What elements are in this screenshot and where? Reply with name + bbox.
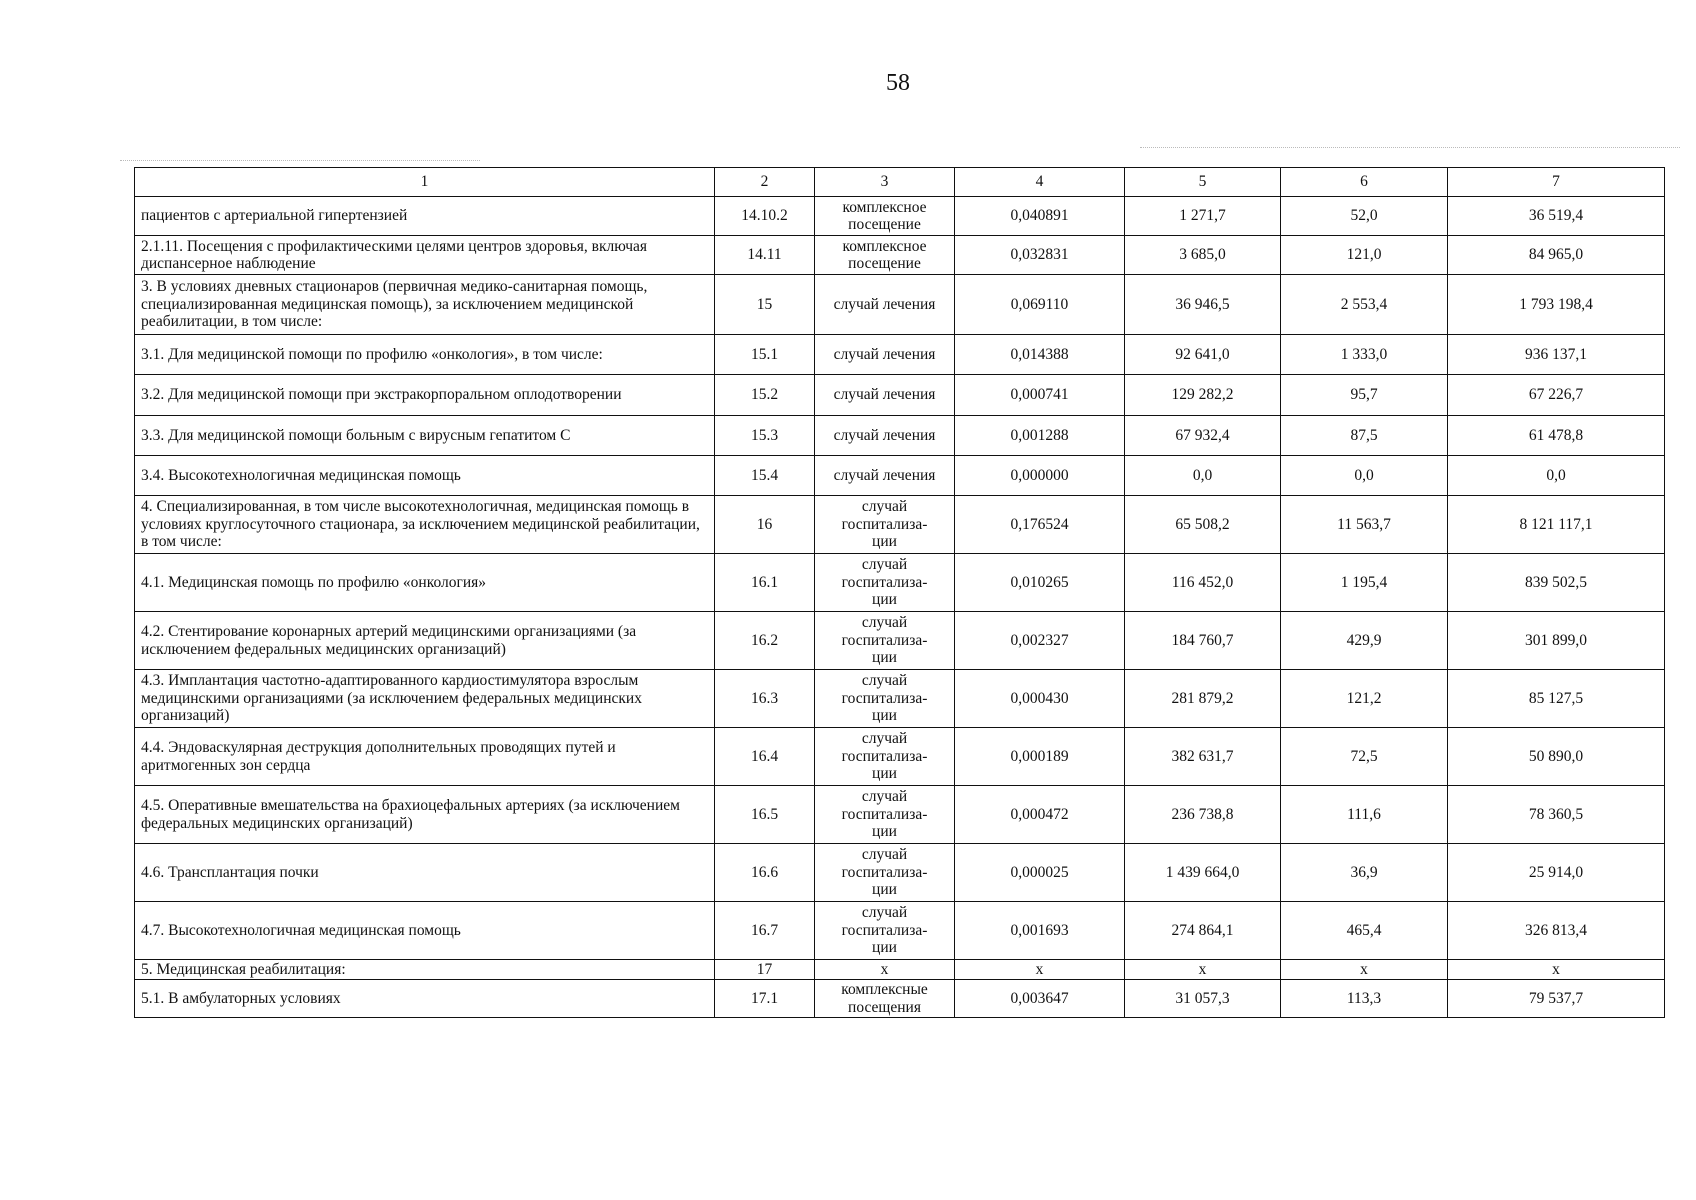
table-row [135,844,1665,902]
row-total: 0,0 [1448,456,1665,496]
column-header: 4 [955,168,1125,197]
row-norm: 0,000741 [955,375,1125,416]
row-norm: 0,001693 [955,902,1125,960]
row-cost: 67 932,4 [1125,416,1281,456]
row-cost: 184 760,7 [1125,612,1281,670]
row-unit-line: посещение [848,216,921,233]
row-unit-line: случай лечения [833,345,936,363]
row-unit [815,844,955,902]
row-unit-line: случай лечения [833,426,936,444]
row-total: 85 127,5 [1448,670,1665,728]
row-code: 16.4 [715,728,815,786]
table-row [135,456,1665,496]
row-unit-line: случай [861,498,908,516]
row-cost: 281 879,2 [1125,670,1281,728]
row-per-capita: х [1281,960,1448,980]
row-unit [815,902,955,960]
row-total: 936 137,1 [1448,335,1665,375]
column-header: 6 [1281,168,1448,197]
table-row [135,335,1665,375]
row-total: 84 965,0 [1448,236,1665,275]
row-unit-line: случай [861,846,908,864]
column-header: 2 [715,168,815,197]
row-unit-line: госпитализа- [841,573,928,591]
row-total: 1 793 198,4 [1448,275,1665,335]
row-cost: 3 685,0 [1125,236,1281,275]
table-row [135,960,1665,980]
row-unit-line: госпитализа- [841,631,928,649]
row-code: 14.10.2 [715,197,815,236]
column-header: 1 [135,168,715,197]
row-norm: 0,000000 [955,456,1125,496]
row-unit-line: случай [861,788,908,806]
row-unit [815,416,955,456]
row-per-capita: 1 195,4 [1281,554,1448,612]
row-unit [815,456,955,496]
table-row [135,612,1665,670]
row-total: 839 502,5 [1448,554,1665,612]
row-description: 4.2. Стентирование коронарных артерий медицинскими организациями (за исключением федеральных медицинских организаций) [135,612,715,670]
row-per-capita: 95,7 [1281,375,1448,416]
table-row [135,554,1665,612]
row-unit-line: случай лечения [833,295,936,313]
row-unit [815,554,955,612]
row-unit [815,496,955,554]
row-code: 17.1 [715,980,815,1018]
row-norm: 0,002327 [955,612,1125,670]
row-norm: 0,069110 [955,275,1125,335]
table-row [135,496,1665,554]
row-description: пациентов с артериальной гипертензией [135,197,715,236]
row-unit-line: случай лечения [833,466,936,484]
table-row [135,197,1665,236]
row-unit-line: ции [872,765,897,783]
row-unit [815,335,955,375]
row-unit-line: ции [872,939,897,957]
row-cost: 1 271,7 [1125,197,1281,236]
row-unit-line: госпитализа- [841,921,928,939]
row-description: 3.4. Высокотехнологичная медицинская помощь [135,456,715,496]
row-per-capita: 0,0 [1281,456,1448,496]
scan-noise [1140,147,1680,149]
row-norm: 0,000430 [955,670,1125,728]
row-unit-line: комплексные [841,981,928,999]
row-total: 326 813,4 [1448,902,1665,960]
column-header: 5 [1125,168,1281,197]
row-cost: 65 508,2 [1125,496,1281,554]
scan-noise [120,160,480,162]
row-per-capita: 11 563,7 [1281,496,1448,554]
row-unit-line: посещение [848,255,921,272]
row-unit-line: ции [872,649,897,667]
row-description: 3.3. Для медицинской помощи больным с вирусным гепатитом С [135,416,715,456]
row-unit [815,197,955,236]
row-cost: 274 864,1 [1125,902,1281,960]
row-total: 50 890,0 [1448,728,1665,786]
row-unit-line: ции [872,533,897,551]
row-unit-line: случай [861,904,908,922]
column-header: 3 [815,168,955,197]
row-unit [815,375,955,416]
row-cost: х [1125,960,1281,980]
row-total: 8 121 117,1 [1448,496,1665,554]
row-cost: 1 439 664,0 [1125,844,1281,902]
row-code: 16.6 [715,844,815,902]
row-unit-line: случай лечения [833,386,936,404]
row-unit [815,960,955,980]
row-unit-line: комплексное [842,198,927,216]
row-norm: 0,176524 [955,496,1125,554]
row-cost: 382 631,7 [1125,728,1281,786]
row-description: 3. В условиях дневных стационаров (первичная медико-санитарная помощь, специализированная медицинская помощь), за исключением медицинской реабилитации, в том числе: [135,275,715,335]
row-unit-line: госпитализа- [841,515,928,533]
row-per-capita: 111,6 [1281,786,1448,844]
row-per-capita: 72,5 [1281,728,1448,786]
row-per-capita: 1 333,0 [1281,335,1448,375]
row-unit-line: ции [872,881,897,899]
row-total: 79 537,7 [1448,980,1665,1018]
row-description: 4.5. Оперативные вмешательства на брахиоцефальных артериях (за исключением федеральных медицинских организаций) [135,786,715,844]
row-description: 4.3. Имплантация частотно-адаптированного кардиостимулятора взрослым медицинскими организациями (за исключением федеральных медицинских организаций) [135,670,715,728]
row-norm: 0,003647 [955,980,1125,1018]
header-row [135,168,1665,197]
row-per-capita: 121,2 [1281,670,1448,728]
data-table [134,167,1665,1018]
row-unit-line: посещения [848,998,921,1016]
row-description: 5. Медицинская реабилитация: [135,960,715,980]
row-unit [815,236,955,275]
row-per-capita: 2 553,4 [1281,275,1448,335]
row-total: 67 226,7 [1448,375,1665,416]
row-unit-line: комплексное [842,237,927,255]
row-description: 4. Специализированная, в том числе высокотехнологичная, медицинская помощь в условиях круглосуточного стационара, за исключением медицинской реабилитации, в том числе: [135,496,715,554]
table-row [135,728,1665,786]
row-norm: 0,032831 [955,236,1125,275]
row-unit-line: ции [872,823,897,841]
row-norm: 0,000025 [955,844,1125,902]
row-unit-line: случай [861,556,908,574]
page-number: 58 [886,70,910,96]
row-cost: 116 452,0 [1125,554,1281,612]
row-unit-line: ции [872,591,897,609]
row-unit-line: случай [861,614,908,632]
table-row [135,416,1665,456]
row-per-capita: 113,3 [1281,980,1448,1018]
row-code: 14.11 [715,236,815,275]
row-unit-line: случай [861,730,908,748]
row-per-capita: 429,9 [1281,612,1448,670]
row-cost: 236 738,8 [1125,786,1281,844]
row-unit-line: госпитализа- [841,863,928,881]
row-norm: 0,014388 [955,335,1125,375]
row-cost: 36 946,5 [1125,275,1281,335]
row-code: 15.4 [715,456,815,496]
row-norm: х [955,960,1125,980]
row-code: 15.3 [715,416,815,456]
row-unit [815,612,955,670]
table-row [135,236,1665,275]
row-description: 2.1.11. Посещения с профилактическими целями центров здоровья, включая диспансерное наблюдение [135,236,715,275]
row-description: 4.7. Высокотехнологичная медицинская помощь [135,902,715,960]
row-code: 16.5 [715,786,815,844]
row-cost: 129 282,2 [1125,375,1281,416]
row-cost: 0,0 [1125,456,1281,496]
row-unit [815,670,955,728]
row-per-capita: 121,0 [1281,236,1448,275]
row-norm: 0,040891 [955,197,1125,236]
row-cost: 92 641,0 [1125,335,1281,375]
row-unit-line: х [880,961,889,978]
row-unit-line: ции [872,707,897,725]
table-row [135,375,1665,416]
row-code: 16.3 [715,670,815,728]
row-norm: 0,010265 [955,554,1125,612]
row-total: 25 914,0 [1448,844,1665,902]
row-description: 4.4. Эндоваскулярная деструкция дополнительных проводящих путей и аритмогенных зон сердца [135,728,715,786]
row-description: 3.2. Для медицинской помощи при экстракорпоральном оплодотворении [135,375,715,416]
column-header: 7 [1448,168,1665,197]
row-code: 15.2 [715,375,815,416]
row-total: х [1448,960,1665,980]
row-code: 16.1 [715,554,815,612]
row-unit [815,275,955,335]
row-per-capita: 87,5 [1281,416,1448,456]
row-unit [815,980,955,1018]
row-total: 301 899,0 [1448,612,1665,670]
row-per-capita: 465,4 [1281,902,1448,960]
table-row [135,786,1665,844]
row-unit-line: госпитализа- [841,747,928,765]
row-norm: 0,000472 [955,786,1125,844]
row-description: 4.1. Медицинская помощь по профилю «онкология» [135,554,715,612]
table-row [135,902,1665,960]
row-code: 15.1 [715,335,815,375]
row-code: 17 [715,960,815,980]
row-code: 15 [715,275,815,335]
row-norm: 0,001288 [955,416,1125,456]
row-unit-line: случай [861,672,908,690]
table-row [135,275,1665,335]
row-cost: 31 057,3 [1125,980,1281,1018]
row-description: 3.1. Для медицинской помощи по профилю «онкология», в том числе: [135,335,715,375]
row-code: 16.2 [715,612,815,670]
row-unit-line: госпитализа- [841,805,928,823]
row-per-capita: 36,9 [1281,844,1448,902]
row-unit-line: госпитализа- [841,689,928,707]
row-unit [815,786,955,844]
row-total: 78 360,5 [1448,786,1665,844]
row-norm: 0,000189 [955,728,1125,786]
row-description: 5.1. В амбулаторных условиях [135,980,715,1018]
table-row [135,980,1665,1018]
row-per-capita: 52,0 [1281,197,1448,236]
row-total: 36 519,4 [1448,197,1665,236]
row-description: 4.6. Трансплантация почки [135,844,715,902]
row-code: 16.7 [715,902,815,960]
table-row [135,670,1665,728]
row-code: 16 [715,496,815,554]
row-total: 61 478,8 [1448,416,1665,456]
row-unit [815,728,955,786]
